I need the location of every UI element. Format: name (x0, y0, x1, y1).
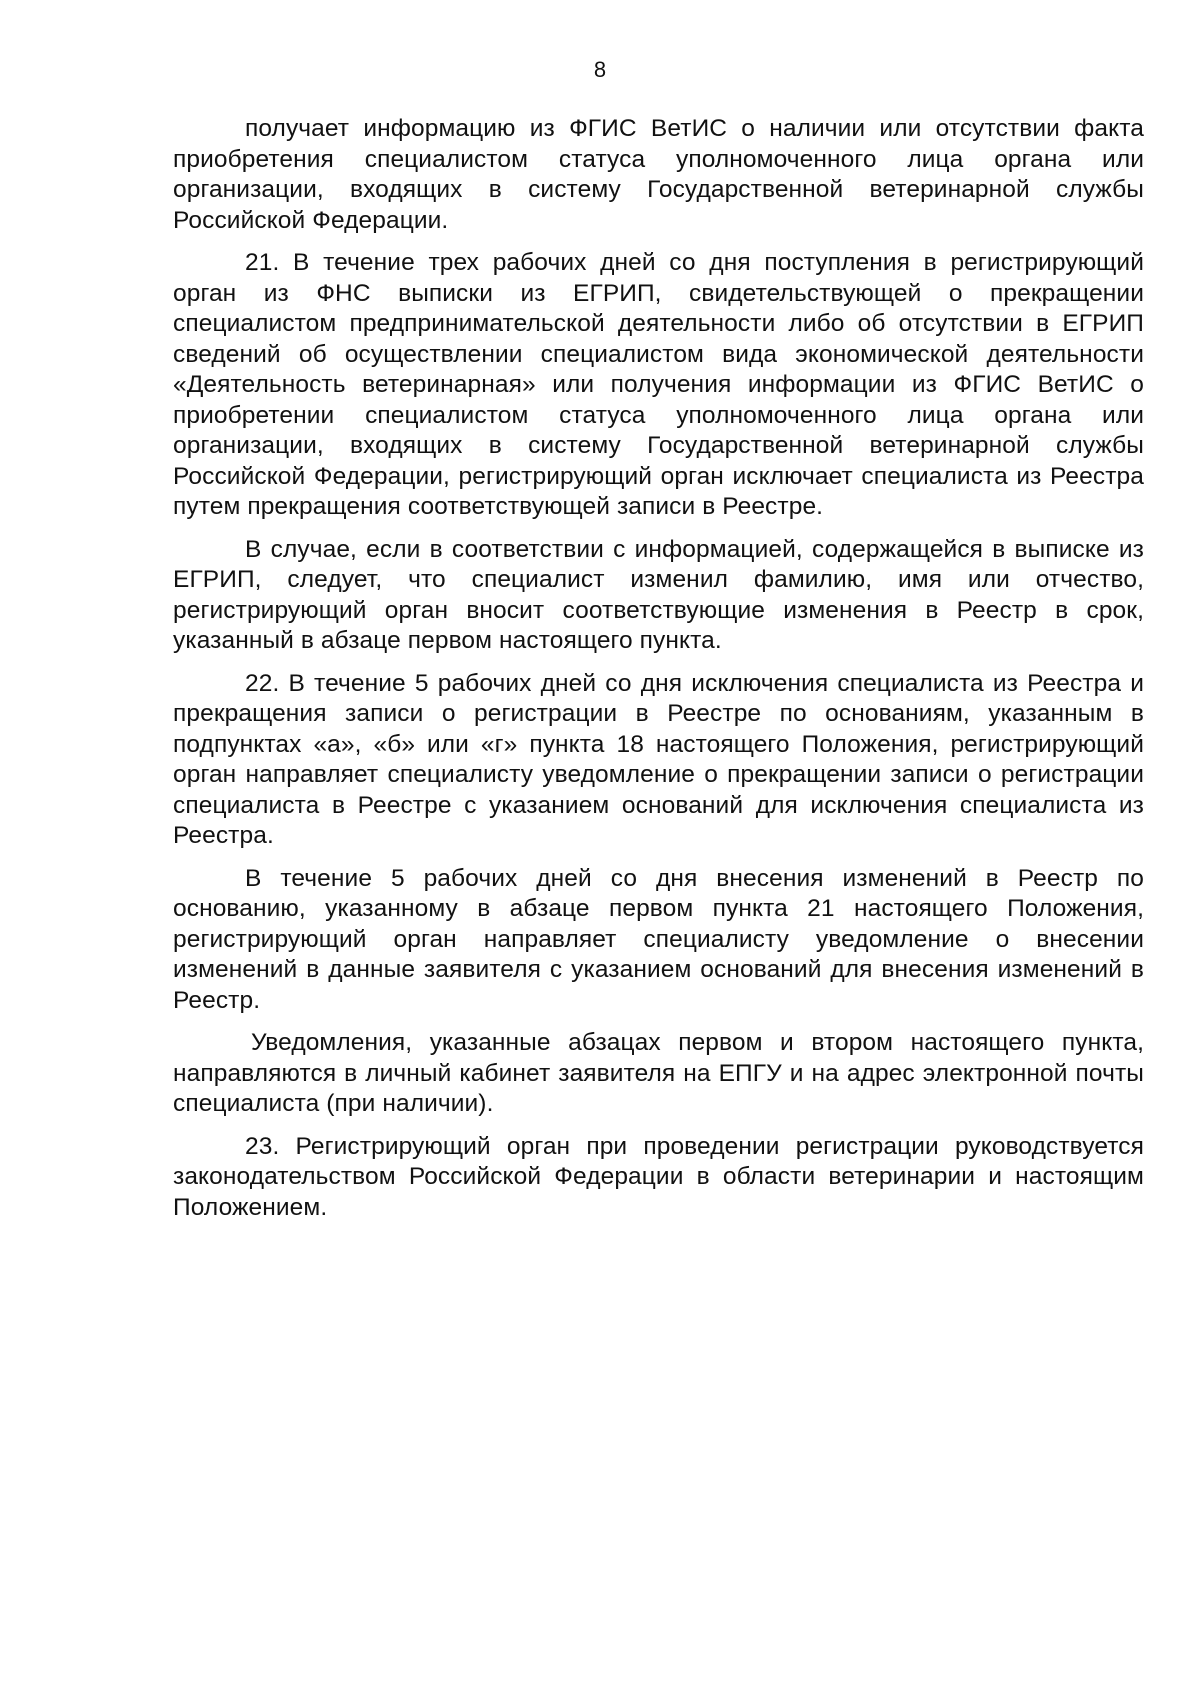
paragraph-clause-22-notifications: Уведомления, указанные абзацах первом и втором настоящего пункта, направляются в личный кабинет заявителя на ЕПГУ и на адрес электронной почты специалиста (при наличии). (173, 1029, 1144, 1117)
page-number: 8 (593, 57, 607, 82)
paragraph-continuation: получает информацию из ФГИС ВетИС о наличии или отсутствии факта приобретения специалистом статуса уполномоченного лица органа или организации, входящих в систему Государственной ветеринарной службы Российской Федерации. (173, 115, 1144, 234)
paragraph-clause-23: 23. Регистрирующий орган при проведении регистрации руководствуется законодательством Российской Федерации в области ветеринарии и настоящим Положением. (173, 1132, 1144, 1221)
paragraph-clause-22-changes: В течение 5 рабочих дней со дня внесения изменений в Реестр по основанию, указанному в абзаце первом пункта 21 настоящего Положения, регистрирующий орган направляет специалисту уведомление о внесении изменений в данные заявителя с указанием оснований для внесения изменений в Реестр. (173, 864, 1144, 1014)
paragraph-clause-21: 21. В течение трех рабочих дней со дня поступления в регистрирующий орган из ФНС выписки из ЕГРИП, свидетельствующей о прекращении специалистом предпринимательской деятельности либо об отсутствии в ЕГРИП сведений об осуществлении специалистом вида экономической деятельности «Деятельность ветеринарная» или получения информации из ФГИС ВетИС о приобретении специалистом статуса уполномоченного лица органа или организации, входящих в систему Государственной ветеринарной службы Российской Федерации, регистрирующий орган исключает специалиста из Реестра путем прекращения соответствующей записи в Реестре. (173, 249, 1144, 520)
paragraph-clause-21-name-change: В случае, если в соответствии с информацией, содержащейся в выписке из ЕГРИП, следует, что специалист изменил фамилию, имя или отчество, регистрирующий орган вносит соответствующие изменения в Реестр в срок, указанный в абзаце первом настоящего пункта. (173, 535, 1144, 654)
paragraph-clause-22: 22. В течение 5 рабочих дней со дня исключения специалиста из Реестра и прекращения записи о регистрации в Реестре по основаниям, указанным в подпунктах «а», «б» или «г» пункта 18 настоящего Положения, регистрирующий орган направляет специалисту уведомление о прекращении записи о регистрации специалиста в Реестре с указанием оснований для исключения специалиста из Реестра. (173, 669, 1144, 849)
document-body (173, 114, 1144, 1235)
